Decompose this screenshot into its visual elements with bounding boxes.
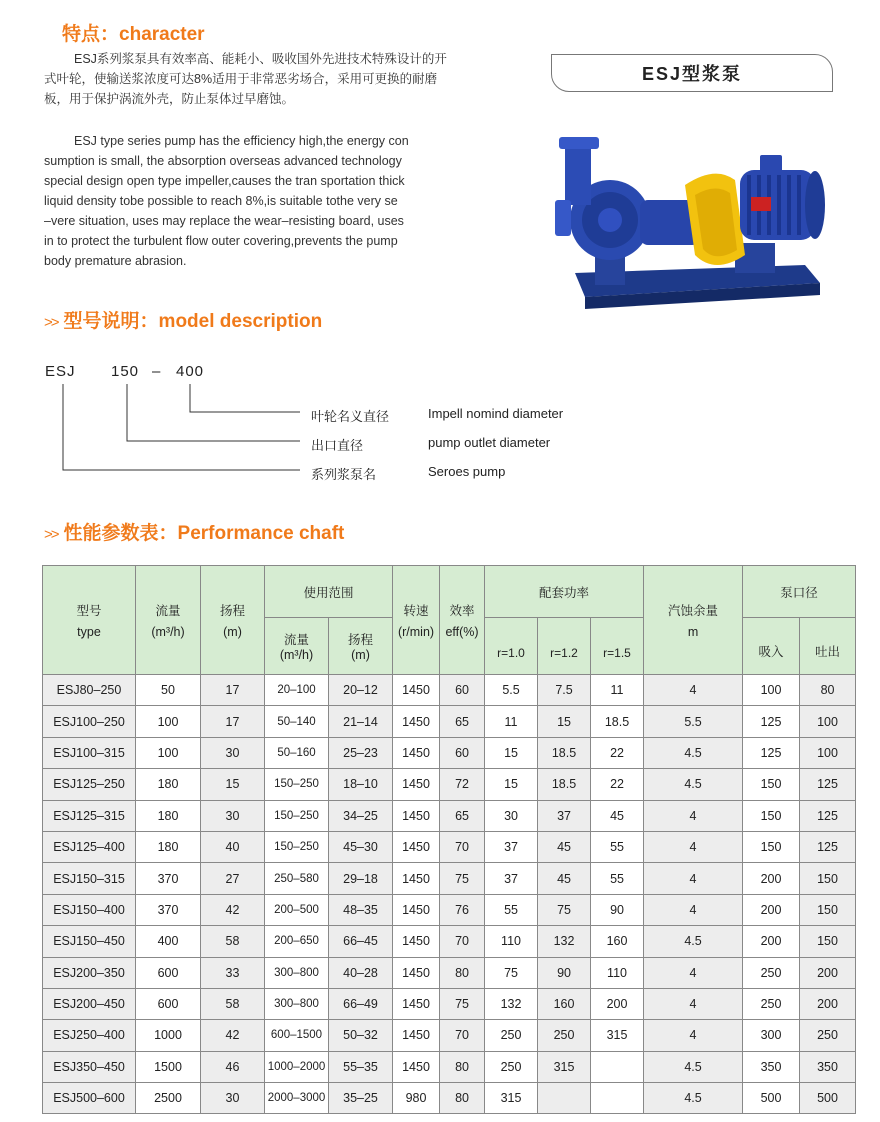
table-cell: 45	[591, 800, 644, 831]
model-item-impeller-cn: 叶轮名义直径	[311, 409, 390, 424]
col-type: 型号 type	[43, 566, 136, 675]
table-cell: 15	[485, 769, 538, 800]
table-cell: 150–250	[265, 769, 329, 800]
table-cell: 980	[393, 1083, 440, 1114]
table-cell: 21–14	[329, 706, 393, 737]
table-cell: 125	[743, 737, 800, 768]
character-en-line: –vere situation, uses may replace the wear–resisting board, uses	[44, 214, 404, 228]
table-cell: 4	[644, 800, 743, 831]
col-flow: 流量 (m³/h)	[136, 566, 201, 675]
table-cell: 37	[538, 800, 591, 831]
table-cell: 50–32	[329, 1020, 393, 1051]
model-description-heading	[44, 306, 322, 333]
table-cell: 75	[485, 957, 538, 988]
table-cell: 55	[591, 831, 644, 862]
table-cell: 42	[201, 894, 265, 925]
model-item-series-cn: 系列浆泵名	[311, 467, 377, 482]
table-cell: 70	[440, 831, 485, 862]
table-cell: 4	[644, 1020, 743, 1051]
table-cell: 27	[201, 863, 265, 894]
chevron-double-right-icon: >>	[44, 526, 58, 543]
table-cell: 300–800	[265, 988, 329, 1019]
table-cell: ESJ125–400	[43, 831, 136, 862]
model-description-heading-en: model description	[158, 311, 323, 332]
table-cell: 200	[743, 894, 800, 925]
table-cell: 22	[591, 737, 644, 768]
table-cell: 80	[800, 675, 856, 706]
table-cell: 150	[743, 769, 800, 800]
table-cell: 1500	[136, 1051, 201, 1082]
chevron-double-right-icon: >>	[44, 314, 58, 331]
table-cell: 4.5	[644, 1051, 743, 1082]
table-cell: ESJ80–250	[43, 675, 136, 706]
col-speed: 转速 (r/min)	[393, 566, 440, 675]
table-cell: 90	[591, 894, 644, 925]
table-cell: 200	[743, 926, 800, 957]
table-cell: 200	[800, 957, 856, 988]
table-cell: 40–28	[329, 957, 393, 988]
table-row	[43, 1083, 856, 1114]
table-cell: 100	[136, 706, 201, 737]
table-cell: 110	[591, 957, 644, 988]
table-cell: ESJ125–250	[43, 769, 136, 800]
table-cell: 125	[743, 706, 800, 737]
col-power: 配套功率	[485, 566, 644, 618]
table-cell: 315	[485, 1083, 538, 1114]
table-cell: 60	[440, 675, 485, 706]
table-cell: 20–100	[265, 675, 329, 706]
table-cell: 75	[440, 863, 485, 894]
table-cell: 200	[800, 988, 856, 1019]
table-cell: 350	[743, 1051, 800, 1082]
table-cell: 7.5	[538, 675, 591, 706]
col-power-r15: r=1.5	[591, 618, 644, 675]
table-cell: ESJ350–450	[43, 1051, 136, 1082]
table-row	[43, 988, 856, 1019]
table-cell: 4	[644, 988, 743, 1019]
table-cell: 17	[201, 675, 265, 706]
table-row	[43, 1020, 856, 1051]
table-cell: 300–800	[265, 957, 329, 988]
table-cell: 132	[485, 988, 538, 1019]
table-cell: 18–10	[329, 769, 393, 800]
table-cell: ESJ250–400	[43, 1020, 136, 1051]
product-title-box	[551, 54, 833, 92]
table-cell: ESJ100–250	[43, 706, 136, 737]
table-cell: 4.5	[644, 737, 743, 768]
table-cell: 600–1500	[265, 1020, 329, 1051]
table-cell: 1450	[393, 1051, 440, 1082]
model-code-impeller: 400	[176, 363, 205, 380]
table-cell: 180	[136, 769, 201, 800]
table-cell: 1450	[393, 1020, 440, 1051]
table-cell: 4	[644, 863, 743, 894]
table-cell: 15	[538, 706, 591, 737]
table-cell: 1450	[393, 894, 440, 925]
table-cell: 42	[201, 1020, 265, 1051]
table-cell: 150	[743, 831, 800, 862]
table-cell: 150–250	[265, 831, 329, 862]
table-cell: 150	[800, 894, 856, 925]
table-cell: 35–25	[329, 1083, 393, 1114]
model-description-heading-cn: 型号说明：	[63, 311, 159, 332]
table-cell: 315	[591, 1020, 644, 1051]
table-cell: ESJ150–450	[43, 926, 136, 957]
table-cell: 180	[136, 800, 201, 831]
table-cell	[591, 1083, 644, 1114]
model-code-dash: –	[152, 363, 162, 380]
table-cell: 250	[485, 1051, 538, 1082]
table-cell: 25–23	[329, 737, 393, 768]
table-cell: ESJ100–315	[43, 737, 136, 768]
table-cell: 4	[644, 831, 743, 862]
slurry-pump-image	[555, 125, 830, 315]
table-cell: 2500	[136, 1083, 201, 1114]
character-text-cn: ESJ系列浆泵具有效率高、能耗小、吸收国外先进技术特殊设计的开式叶轮，使输送浆浓度可达8%适用于非常恶劣场合，采用可更换的耐磨板，用于保护涡流外壳，防止泵体过早磨蚀。	[44, 52, 447, 106]
table-cell: 100	[743, 675, 800, 706]
character-heading-en: character	[119, 24, 205, 45]
performance-table-body	[43, 675, 856, 1114]
table-cell: 90	[538, 957, 591, 988]
performance-heading-en: Performance chaft	[177, 523, 345, 544]
table-cell: 150–250	[265, 800, 329, 831]
character-en-line: special design open type impeller,causes the tran sportation thick	[44, 174, 405, 188]
table-cell: 200–650	[265, 926, 329, 957]
table-cell: 50–160	[265, 737, 329, 768]
table-cell: 250	[538, 1020, 591, 1051]
table-cell: 58	[201, 926, 265, 957]
table-cell: 4.5	[644, 926, 743, 957]
table-cell: ESJ200–450	[43, 988, 136, 1019]
table-cell: 22	[591, 769, 644, 800]
col-eff: 效率 eff(%)	[440, 566, 485, 675]
table-cell: 50–140	[265, 706, 329, 737]
model-item-outlet-cn: 出口直径	[311, 438, 364, 453]
col-range-flow: 流量 (m³/h)	[265, 618, 329, 675]
table-cell: 55	[591, 863, 644, 894]
table-cell: 2000–3000	[265, 1083, 329, 1114]
performance-heading	[44, 518, 344, 545]
table-cell: 18.5	[538, 769, 591, 800]
table-cell: ESJ500–600	[43, 1083, 136, 1114]
table-cell: 18.5	[591, 706, 644, 737]
table-cell: 1450	[393, 769, 440, 800]
table-row	[43, 675, 856, 706]
table-cell: 1450	[393, 737, 440, 768]
table-cell	[538, 1083, 591, 1114]
table-cell: 76	[440, 894, 485, 925]
table-cell: 1450	[393, 675, 440, 706]
table-cell: 1450	[393, 831, 440, 862]
table-cell: 65	[440, 706, 485, 737]
table-cell: 75	[538, 894, 591, 925]
table-cell: 20–12	[329, 675, 393, 706]
table-cell: 100	[800, 737, 856, 768]
table-row	[43, 926, 856, 957]
table-cell: 30	[201, 737, 265, 768]
table-cell: 30	[485, 800, 538, 831]
table-cell	[591, 1051, 644, 1082]
table-cell: 70	[440, 1020, 485, 1051]
table-cell: 370	[136, 894, 201, 925]
table-cell: 1000	[136, 1020, 201, 1051]
table-cell: 132	[538, 926, 591, 957]
table-cell: 75	[440, 988, 485, 1019]
table-cell: 370	[136, 863, 201, 894]
table-row	[43, 737, 856, 768]
table-cell: 34–25	[329, 800, 393, 831]
table-cell: 80	[440, 1051, 485, 1082]
table-cell: 70	[440, 926, 485, 957]
table-cell: 55–35	[329, 1051, 393, 1082]
table-cell: 150	[743, 800, 800, 831]
table-cell: ESJ150–400	[43, 894, 136, 925]
table-cell: 37	[485, 863, 538, 894]
table-cell: 500	[743, 1083, 800, 1114]
table-cell: 125	[800, 769, 856, 800]
table-cell: ESJ200–350	[43, 957, 136, 988]
table-cell: 500	[800, 1083, 856, 1114]
col-outlet: 吐出	[800, 618, 856, 675]
character-en-line: in to protect the turbulent flow outer covering,prevents the pump	[44, 234, 398, 248]
table-cell: 4.5	[644, 769, 743, 800]
table-cell: 125	[800, 800, 856, 831]
table-cell: 29–18	[329, 863, 393, 894]
col-inlet: 吸入	[743, 618, 800, 675]
character-paragraph-cn	[44, 49, 459, 109]
table-cell: 150	[800, 863, 856, 894]
table-cell: 60	[440, 737, 485, 768]
table-cell: 150	[800, 926, 856, 957]
table-cell: 100	[800, 706, 856, 737]
performance-table	[42, 565, 856, 1114]
table-cell: 50	[136, 675, 201, 706]
table-cell: 315	[538, 1051, 591, 1082]
table-cell: 350	[800, 1051, 856, 1082]
table-cell: 46	[201, 1051, 265, 1082]
character-en-line: body premature abrasion.	[44, 254, 187, 268]
table-cell: 180	[136, 831, 201, 862]
table-cell: 200	[591, 988, 644, 1019]
character-en-line: liquid density tobe possible to reach 8%,is suitable tothe very se	[44, 194, 398, 208]
table-cell: 4.5	[644, 1083, 743, 1114]
table-cell: 600	[136, 957, 201, 988]
table-cell: 4	[644, 894, 743, 925]
character-en-line: ESJ type series pump has the efficiency high,the energy con	[74, 134, 409, 148]
model-item-outlet-en: pump outlet diameter	[428, 435, 551, 450]
table-cell: 15	[201, 769, 265, 800]
table-row	[43, 800, 856, 831]
table-cell: 125	[800, 831, 856, 862]
table-cell: 5.5	[644, 706, 743, 737]
table-cell: 4	[644, 957, 743, 988]
table-cell: 45–30	[329, 831, 393, 862]
model-item-impeller-en: Impell nomind diameter	[428, 406, 564, 421]
table-cell: 17	[201, 706, 265, 737]
table-cell: 72	[440, 769, 485, 800]
table-cell: 48–35	[329, 894, 393, 925]
product-title: ESJ型浆泵	[641, 64, 743, 84]
table-cell: 250	[800, 1020, 856, 1051]
table-row	[43, 894, 856, 925]
table-cell: 100	[136, 737, 201, 768]
table-cell: 250	[743, 957, 800, 988]
col-diameter: 泵口径	[743, 566, 856, 618]
table-cell: 33	[201, 957, 265, 988]
table-cell: 45	[538, 863, 591, 894]
col-power-r12: r=1.2	[538, 618, 591, 675]
table-cell: 11	[485, 706, 538, 737]
table-cell: 1450	[393, 800, 440, 831]
col-head: 扬程 (m)	[201, 566, 265, 675]
table-cell: 45	[538, 831, 591, 862]
table-cell: 66–45	[329, 926, 393, 957]
table-cell: ESJ125–315	[43, 800, 136, 831]
table-cell: 30	[201, 1083, 265, 1114]
table-cell: 1450	[393, 988, 440, 1019]
table-row	[43, 957, 856, 988]
table-cell: 37	[485, 831, 538, 862]
table-cell: 250–580	[265, 863, 329, 894]
table-cell: 1450	[393, 706, 440, 737]
table-cell: 55	[485, 894, 538, 925]
table-cell: 15	[485, 737, 538, 768]
table-cell: 58	[201, 988, 265, 1019]
table-cell: 250	[743, 988, 800, 1019]
table-cell: 250	[485, 1020, 538, 1051]
model-code-outlet: 150	[111, 363, 140, 380]
performance-heading-cn: 性能参数表：	[63, 523, 178, 544]
table-cell: 18.5	[538, 737, 591, 768]
model-item-series-en: Seroes pump	[428, 464, 506, 479]
table-cell: 200–500	[265, 894, 329, 925]
table-row	[43, 1051, 856, 1082]
character-heading-cn: 特点：	[62, 24, 120, 45]
character-paragraph-en	[44, 131, 464, 271]
character-en-lines	[44, 131, 464, 271]
table-cell: 400	[136, 926, 201, 957]
table-cell: 5.5	[485, 675, 538, 706]
table-cell: ESJ150–315	[43, 863, 136, 894]
table-cell: 1450	[393, 863, 440, 894]
col-npsh: 汽蚀余量 m	[644, 566, 743, 675]
col-range: 使用范围	[265, 566, 393, 618]
model-code-series: ESJ	[45, 363, 76, 380]
table-cell: 1450	[393, 926, 440, 957]
table-cell: 160	[591, 926, 644, 957]
col-range-head: 扬程 (m)	[329, 618, 393, 675]
character-heading	[62, 19, 205, 46]
table-cell: 600	[136, 988, 201, 1019]
table-cell: 110	[485, 926, 538, 957]
table-cell: 160	[538, 988, 591, 1019]
table-cell: 66–49	[329, 988, 393, 1019]
table-cell: 300	[743, 1020, 800, 1051]
table-row	[43, 769, 856, 800]
table-cell: 80	[440, 957, 485, 988]
table-cell: 11	[591, 675, 644, 706]
table-row	[43, 831, 856, 862]
character-en-line: sumption is small, the absorption overseas advanced technology	[44, 154, 402, 168]
table-cell: 30	[201, 800, 265, 831]
table-row	[43, 863, 856, 894]
table-row	[43, 706, 856, 737]
table-cell: 80	[440, 1083, 485, 1114]
table-cell: 1450	[393, 957, 440, 988]
table-cell: 1000–2000	[265, 1051, 329, 1082]
table-cell: 40	[201, 831, 265, 862]
col-power-r10: r=1.0	[485, 618, 538, 675]
table-cell: 65	[440, 800, 485, 831]
table-cell: 200	[743, 863, 800, 894]
table-cell: 4	[644, 675, 743, 706]
